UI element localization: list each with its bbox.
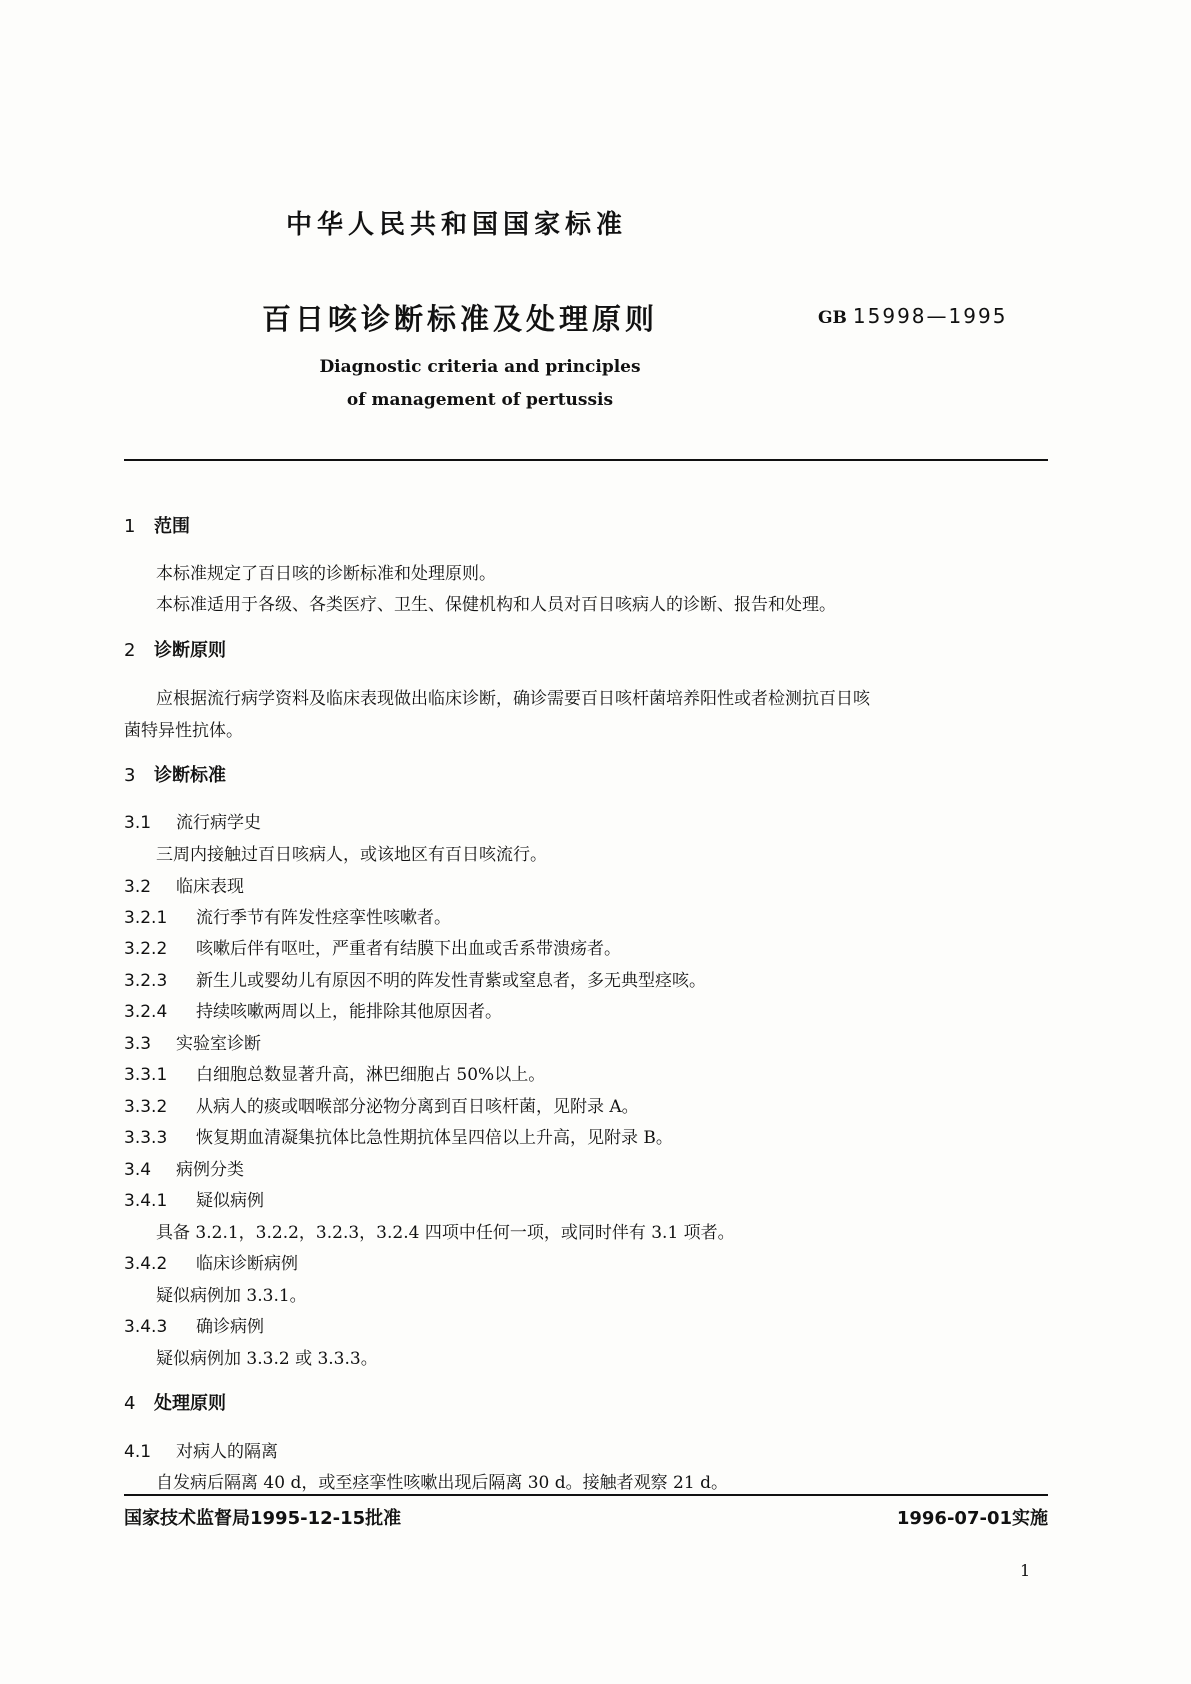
section-3-heading: 3 诊断标准 bbox=[124, 765, 226, 786]
english-title-line1: Diagnostic criteria and principles bbox=[319, 357, 641, 377]
item-3-3-3: 3.3.3 恢复期血清凝集抗体比急性期抗体呈四倍以上升高，见附录 B。 bbox=[124, 1128, 673, 1148]
item-3-1-body: 三周内接触过百日咳病人，或该地区有百日咳流行。 bbox=[156, 845, 547, 865]
header-rule bbox=[124, 459, 1048, 461]
standard-title: 中华人民共和国国家标准 bbox=[286, 210, 628, 240]
item-3-4-2: 3.4.2 临床诊断病例 bbox=[124, 1254, 298, 1274]
item-3-2-4: 3.2.4 持续咳嗽两周以上，能排除其他原因者。 bbox=[124, 1002, 502, 1022]
item-3-4: 3.4 病例分类 bbox=[124, 1160, 244, 1180]
item-3-3: 3.3 实验室诊断 bbox=[124, 1034, 261, 1054]
item-3-2-3: 3.2.3 新生儿或婴幼儿有原因不明的阵发性青紫或窒息者，多无典型痉咳。 bbox=[124, 971, 706, 991]
item-3-4-3: 3.4.3 确诊病例 bbox=[124, 1317, 264, 1337]
item-3-2: 3.2 临床表现 bbox=[124, 877, 244, 897]
item-3-3-1: 3.3.1 白细胞总数显著升高，淋巴细胞占 50%以上。 bbox=[124, 1065, 546, 1085]
section-2-heading: 2 诊断原则 bbox=[124, 640, 226, 661]
section-2-para-line2: 菌特异性抗体。 bbox=[124, 721, 243, 741]
item-3-4-1: 3.4.1 疑似病例 bbox=[124, 1191, 264, 1211]
section-1-para-2: 本标准适用于各级、各类医疗、卫生、保健机构和人员对百日咳病人的诊断、报告和处理。 bbox=[156, 595, 836, 615]
section-1-heading: 1 范围 bbox=[124, 516, 190, 537]
item-3-3-2: 3.3.2 从病人的痰或咽喉部分泌物分离到百日咳杆菌，见附录 A。 bbox=[124, 1097, 639, 1117]
item-3-2-1: 3.2.1 流行季节有阵发性痉挛性咳嗽者。 bbox=[124, 908, 451, 928]
document-title: 百日咳诊断标准及处理原则 bbox=[262, 302, 659, 336]
section-1-para-1: 本标准规定了百日咳的诊断标准和处理原则。 bbox=[156, 564, 496, 584]
section-2-para-line1: 应根据流行病学资料及临床表现做出临床诊断，确诊需要百日咳杆菌培养阳性或者检测抗百日咳 bbox=[156, 689, 870, 709]
implementation-date: 1996-07-01实施 bbox=[896, 1508, 1048, 1529]
item-3-4-1-body: 具备 3.2.1，3.2.2，3.2.3，3.2.4 四项中任何一项，或同时伴有 3.1 项者。 bbox=[156, 1223, 735, 1243]
code-number: 15998—1995 bbox=[852, 304, 1008, 328]
item-4-1: 4.1 对病人的隔离 bbox=[124, 1442, 278, 1462]
section-4-heading: 4 处理原则 bbox=[124, 1393, 226, 1414]
page-number: 1 bbox=[1020, 1561, 1031, 1580]
approval-info: 国家技术监督局1995-12-15批准 bbox=[124, 1508, 402, 1529]
code-prefix: GB bbox=[818, 308, 847, 328]
english-title-line2: of management of pertussis bbox=[346, 390, 614, 410]
item-3-4-3-body: 疑似病例加 3.3.2 或 3.3.3。 bbox=[156, 1349, 378, 1369]
footer-rule bbox=[124, 1494, 1048, 1496]
item-4-1-body: 自发病后隔离 40 d，或至痉挛性咳嗽出现后隔离 30 d。接触者观察 21 d。 bbox=[156, 1473, 728, 1493]
standard-code bbox=[818, 304, 1007, 328]
item-3-1: 3.1 流行病学史 bbox=[124, 813, 261, 833]
item-3-4-2-body: 疑似病例加 3.3.1。 bbox=[156, 1286, 307, 1306]
item-3-2-2: 3.2.2 咳嗽后伴有呕吐，严重者有结膜下出血或舌系带溃疡者。 bbox=[124, 939, 621, 959]
